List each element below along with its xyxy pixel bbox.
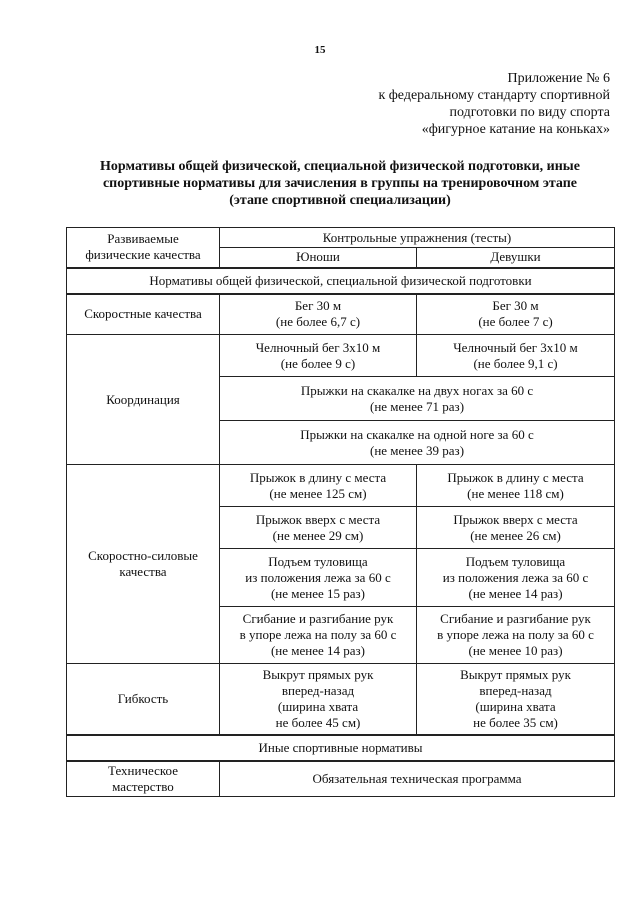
table-row (67, 294, 615, 335)
appendix-line: к федеральному стандарту спортивной (378, 88, 610, 103)
quality-technical: Техническое мастерство (67, 761, 220, 797)
standards-table (66, 227, 615, 797)
appendix-line: «фигурное катание на коньках» (421, 122, 610, 137)
norm-rope-two-legs: Прыжки на скакалке на двух ногах за 60 с (не менее 71 раз) (220, 377, 615, 421)
quality-speed-power: Скоростно-силовые качества (67, 465, 220, 664)
section-other-norms: Иные спортивные нормативы (67, 735, 615, 761)
appendix-line: Приложение № 6 (507, 71, 610, 86)
norm-flex-girls: Выкрут прямых рук вперед-назад (ширина хвата не более 35 см) (417, 664, 615, 735)
document-title (60, 158, 620, 209)
norm-long-jump-boys: Прыжок в длину с места (не менее 125 см) (220, 465, 417, 507)
norm-situps-boys: Подъем туловища из положения лежа за 60 с (не менее 15 раз) (220, 549, 417, 607)
norm-run-boys: Бег 30 м (не более 6,7 с) (220, 294, 417, 335)
norm-run-girls: Бег 30 м (не более 7 с) (417, 294, 615, 335)
appendix-line: подготовки по виду спорта (449, 105, 610, 120)
table-row (67, 761, 615, 797)
norm-rope-one-leg: Прыжки на скакалке на одной ноге за 60 с (не менее 39 раз) (220, 421, 615, 465)
header-exercises: Контрольные упражнения (тесты) (220, 228, 615, 248)
norm-pushups-boys: Сгибание и разгибание рук в упоре лежа на полу за 60 с (не менее 14 раз) (220, 607, 417, 664)
norm-long-jump-girls: Прыжок в длину с места (не менее 118 см) (417, 465, 615, 507)
norm-shuttle-girls: Челночный бег 3х10 м (не более 9,1 с) (417, 335, 615, 377)
page-number: 15 (314, 44, 326, 56)
title-line: Нормативы общей физической, специальной физической подготовки, иные (100, 159, 580, 174)
table-header-row (67, 228, 615, 248)
appendix-reference (378, 70, 610, 138)
section-row (67, 268, 615, 294)
table-row (67, 664, 615, 735)
norm-flex-boys: Выкрут прямых рук вперед-назад (ширина хвата не более 45 см) (220, 664, 417, 735)
table-row (67, 335, 615, 377)
quality-speed: Скоростные качества (67, 294, 220, 335)
norm-shuttle-boys: Челночный бег 3х10 м (не более 9 с) (220, 335, 417, 377)
norm-vertical-jump-boys: Прыжок вверх с места (не менее 29 см) (220, 507, 417, 549)
norm-situps-girls: Подъем туловища из положения лежа за 60 с (не менее 14 раз) (417, 549, 615, 607)
quality-coordination: Координация (67, 335, 220, 465)
section-row (67, 735, 615, 761)
quality-flexibility: Гибкость (67, 664, 220, 735)
header-girls: Девушки (417, 248, 615, 268)
header-boys: Юноши (220, 248, 417, 268)
norm-pushups-girls: Сгибание и разгибание рук в упоре лежа на полу за 60 с (не менее 10 раз) (417, 607, 615, 664)
section-general-physical: Нормативы общей физической, специальной физической подготовки (67, 268, 615, 294)
table-row (67, 465, 615, 507)
title-line: (этапе спортивной специализации) (229, 193, 451, 208)
norm-technical-program: Обязательная техническая программа (220, 761, 615, 797)
header-qualities: Развиваемые физические качества (67, 228, 220, 268)
norm-vertical-jump-girls: Прыжок вверх с места (не менее 26 см) (417, 507, 615, 549)
title-line: спортивные нормативы для зачисления в группы на тренировочном этапе (102, 176, 578, 191)
